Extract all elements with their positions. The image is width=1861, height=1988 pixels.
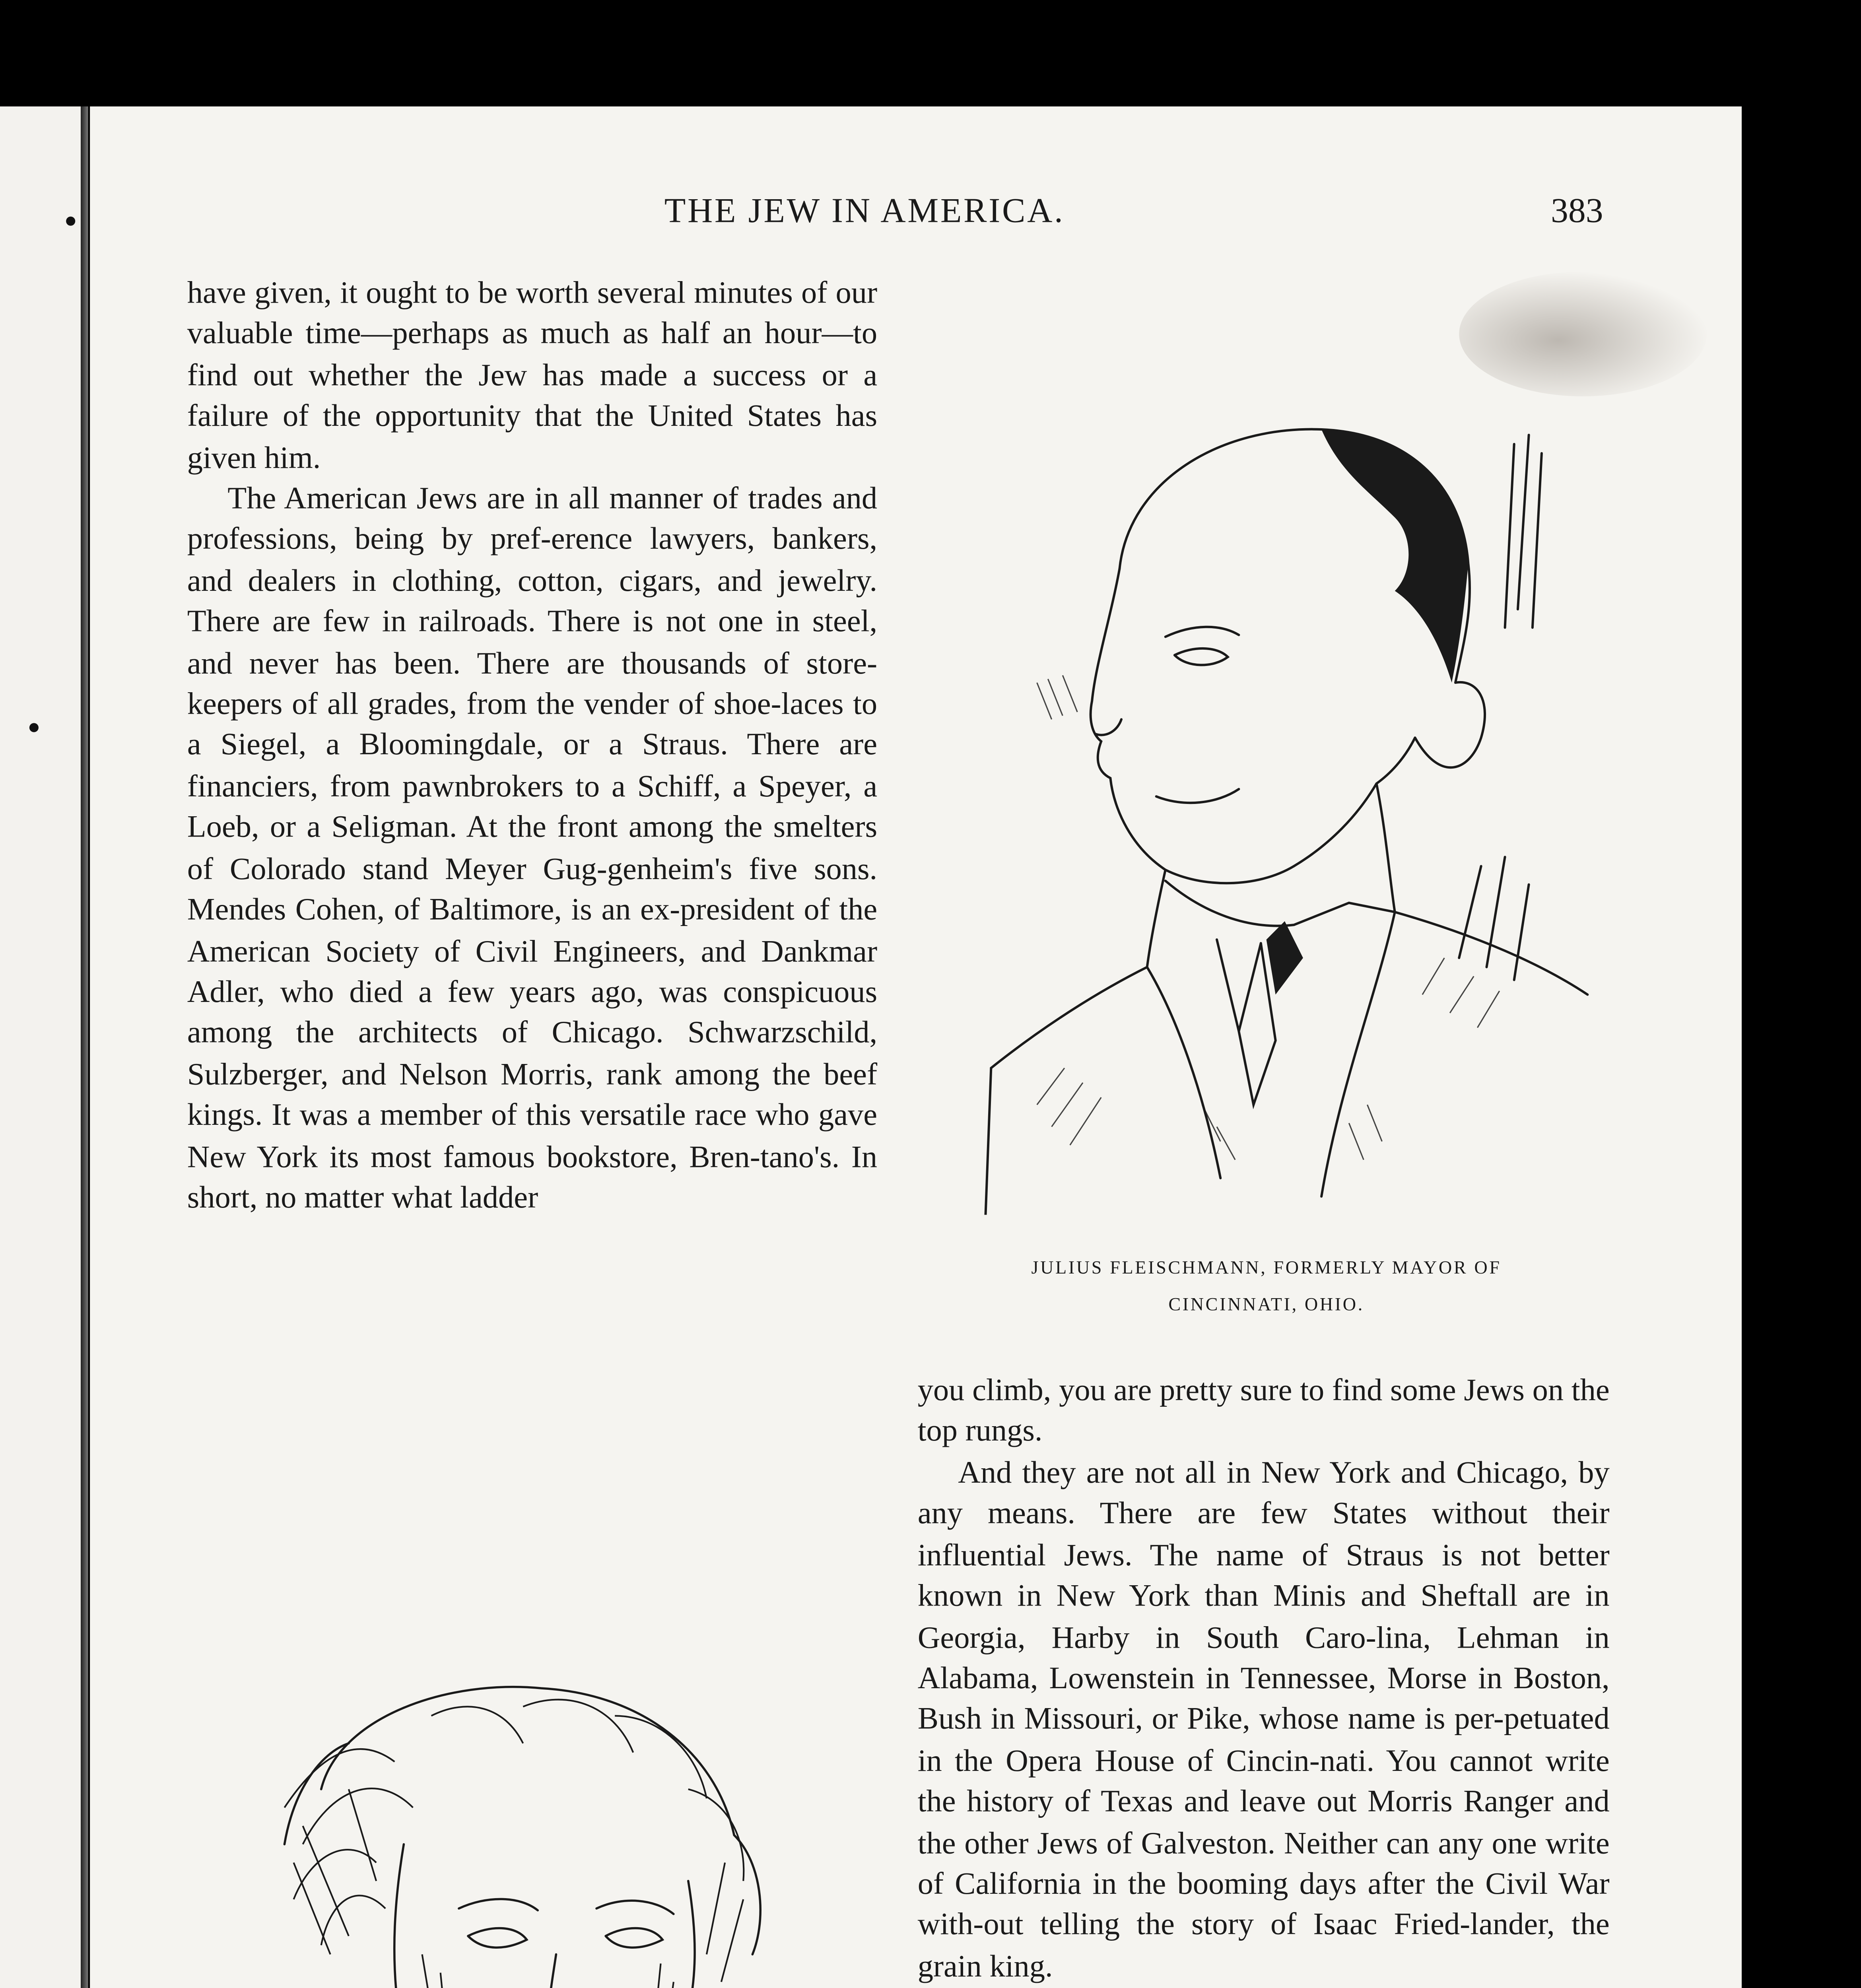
caption-line: CINCINNATI, OHIO. [1168, 1295, 1364, 1316]
paragraph: you climb, you are pretty sure to find some Jews on the top rungs. [917, 1373, 1610, 1449]
left-column [187, 274, 877, 1219]
binding-mark [66, 217, 75, 226]
paragraph: And they are not all in New York and Chicago, by any means. There are few States without their influential Jews. The name of Straus is not better known in New York than Minis and Sheftall are in Georgia, Harby in South Caro-lina, Lehman in Alabama, Lowenstein in Tennessee, Morse in Boston, Bush in Missouri, or Pike, whose name is per-petuated in the Opera House of Cincin-nati. You cannot write the history of Texas and leave out Morris Ranger and the other Jews of Galveston. Neither can any one write of California in the booming days after the Civil War with-out telling the story of Isaac Fried-lander, the grain king. [917, 1455, 1610, 1984]
caption-line: JULIUS FLEISCHMANN, FORMERLY MAYOR OF [1031, 1259, 1502, 1279]
paragraph: have given, it ought to be worth several minutes of our valuable time—perhaps as much as half an hour—to find out whether the Jew has made a success or a failure of the opportunity that the United States has given him. [187, 275, 878, 475]
page-number: 383 [1551, 192, 1603, 231]
abraham-jacobi-portrait [248, 1679, 817, 1988]
paragraph: The American Jews are in all manner of trades and professions, being by pref-erence lawyers, bankers, and dealers in clothing, cotton, cigars, and jewelry. There are few in railroads. There is not one in steel, and never has been. There are thousands of store-keepers of all grades, from the vender of shoe-laces to a Siegel, a Bloomingdale, or a Straus. There are financiers, from pawnbrokers to a Schiff, a Speyer, a Loeb, or a Seligman. At the front among the smelters of Colorado stand Meyer Gug-genheim's five sons. Mendes Cohen, of Baltimore, is an ex-president of the American Society of Civil Engineers, and Dankmar Adler, who died a few years ago, was conspicuous among the architects of Chicago. Schwarzschild, Sulzberger, and Nelson Morris, rank among the beef kings. It was a member of this versatile race who gave New York its most famous bookstore, Bren-tano's. In short, no matter what ladder [187, 481, 878, 1215]
running-header: THE JEW IN AMERICA. [664, 192, 1065, 231]
right-column [918, 1453, 1610, 1988]
julius-fleischmann-portrait [982, 408, 1597, 1215]
binding-mark [29, 723, 39, 732]
page-stain [1459, 272, 1707, 396]
right-column-continuation [918, 1371, 1610, 1453]
previous-page-edge [0, 107, 81, 1988]
fleischmann-caption [899, 1252, 1634, 1325]
